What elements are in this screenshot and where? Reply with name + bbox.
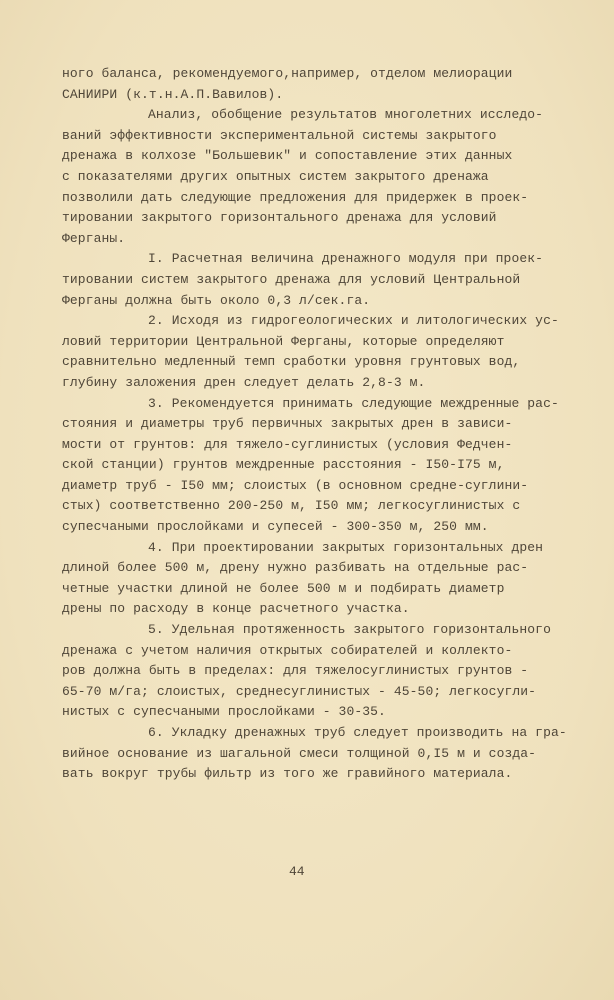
paragraph: [62, 249, 562, 311]
text-line: позволили дать следующие предложения для придержек в проек-: [62, 189, 529, 205]
text-line: Анализ, обобщение результатов многолетних исследо-: [148, 107, 544, 123]
text-line: ров должна быть в пределах: для тяжелосуглинистых грунтов -: [62, 663, 529, 679]
text-line: сравнительно медленный темп сработки уровня грунтовых вод,: [62, 354, 521, 370]
text-line: 6. Укладку дренажных труб следует производить на гра-: [148, 725, 567, 740]
text-line: дренажа в колхозе "Большевик" и сопоставление этих данных: [62, 148, 513, 164]
paragraph: [62, 311, 562, 393]
text-line: 4. При проектировании закрытых горизонтальных дрен: [148, 539, 544, 555]
text-line: 65-70 м/га; слоистых, среднесуглинистых - 45-50; легкосугли-: [62, 683, 537, 699]
text-line: Ферганы.: [62, 230, 126, 246]
text-line: I. Расчетная величина дренажного модуля при проек-: [148, 251, 544, 267]
page-number: 44: [289, 864, 305, 879]
text-line: САНИИРИ (к.т.н.А.П.Вавилов).: [62, 86, 284, 102]
text-line: вийное основание из шагальной смеси толщиной 0,I5 м и созда-: [62, 745, 537, 761]
text-line: диаметр труб - I50 мм; слоистых (в основном средне-суглини-: [62, 477, 529, 493]
body-text: [62, 64, 567, 785]
text-line: 2. Исходя из гидрогеологических и литологических ус-: [148, 313, 559, 329]
text-line: ловий территории Центральной Ферганы, которые определяют: [62, 333, 505, 349]
paragraph: [62, 394, 562, 538]
text-line: ской станции) грунтов междренные расстояния - I50-I75 м,: [62, 457, 505, 473]
text-line: нистых с супесчаными прослойками - 30-35.: [62, 704, 386, 720]
text-line: супесчаными прослойками и супесей - 300-350 м, 250 мм.: [62, 519, 489, 535]
text-line: глубину заложения дрен следует делать 2,8-3 м.: [62, 374, 426, 390]
text-line: тировании систем закрытого дренажа для условий Центральной: [62, 271, 521, 287]
text-line: 5. Удельная протяженность закрытого горизонтального: [148, 622, 551, 638]
text-line: вать вокруг трубы фильтр из того же гравийного материала.: [62, 766, 513, 782]
text-line: ного баланса, рекомендуемого,например, отделом мелиорации: [62, 66, 513, 81]
text-line: четные участки длиной не более 500 м и подбирать диаметр: [62, 580, 505, 596]
text-line: стых) соответственно 200-250 м, I50 мм; легкосуглинистых с: [62, 498, 521, 514]
text-line: тировании закрытого горизонтального дренажа для условий: [62, 210, 497, 226]
text-line: мости от грунтов: для тяжело-суглинистых (условия Федчен-: [62, 436, 513, 452]
paragraph: [62, 538, 562, 620]
paragraph: [62, 620, 562, 723]
paragraph: [62, 105, 562, 249]
text-line: Ферганы должна быть около 0,3 л/сек.га.: [62, 292, 371, 308]
text-line: длиной более 500 м, дрену нужно разбивать на отдельные рас-: [62, 560, 529, 576]
text-line: дренажа с учетом наличия открытых собирателей и коллекто-: [62, 642, 513, 658]
text-line: ваний эффективности экспериментальной системы закрытого: [62, 127, 497, 143]
text-line: дрены по расходу в конце расчетного участка.: [62, 601, 410, 617]
paragraph: [62, 64, 562, 105]
text-line: стояния и диаметры труб первичных закрытых дрен в зависи-: [62, 416, 513, 432]
text-line: с показателями других опытных систем закрытого дренажа: [62, 168, 489, 184]
paragraph: [62, 723, 567, 785]
text-line: 3. Рекомендуется принимать следующие междренные рас-: [148, 395, 559, 411]
